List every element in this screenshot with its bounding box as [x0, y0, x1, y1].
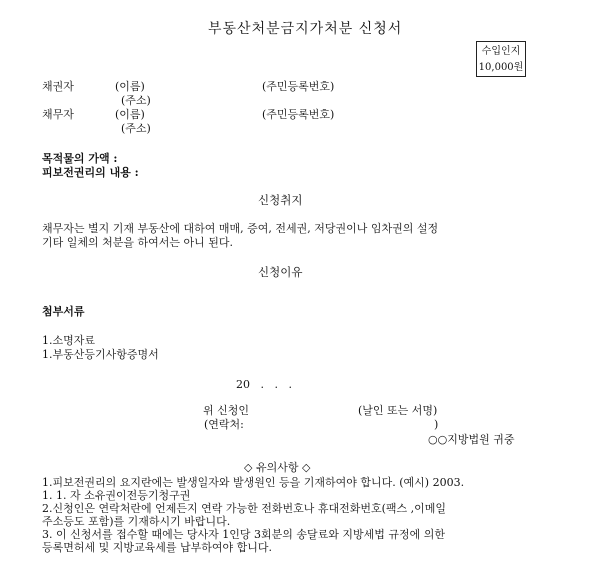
applicant-label: 위 신청인 [203, 404, 250, 417]
reason-heading: 신청이유 [258, 265, 303, 279]
purpose-line-1: 채무자는 별지 기재 부동산에 대하여 매매, 증여, 전세권, 저당권이나 임차권의 설정 [42, 222, 439, 235]
creditor-label: 채권자 [42, 80, 74, 93]
creditor-name-label: (이름) [115, 80, 145, 93]
attachment-item: 1.소명자료 [42, 334, 95, 347]
note-line: 3. 이 신청서를 접수할 때에는 당사자 1인당 3회분의 송달료와 지방세법 규정에 의한 [42, 528, 445, 541]
note-line: 1.피보전권리의 요지란에는 발생일자와 발생원인 등을 기재하여야 합니다. (예시) 2003. [42, 476, 465, 489]
court-name: ○○지방법원 귀중 [428, 433, 515, 446]
revenue-stamp-box [476, 41, 526, 77]
attachment-item: 1.부동산등기사항증명서 [42, 348, 159, 361]
debtor-label: 채무자 [42, 108, 74, 121]
debtor-id-label: (주민등록번호) [262, 108, 335, 121]
notes-heading: ◇ 유의사항 ◇ [244, 461, 311, 474]
document-title: 부동산처분금지가처분 신청서 [208, 21, 403, 37]
creditor-address-label: (주소) [121, 94, 151, 107]
stamp-label: 수입인지 [481, 46, 521, 57]
note-line: 1. 1. 자 소유권이전등기청구권 [42, 489, 191, 502]
note-line: 주소등도 포함)를 기재하시기 바랍니다. [42, 515, 231, 528]
signature-label: (날인 또는 서명) [358, 404, 438, 417]
purpose-heading: 신청취지 [258, 193, 303, 207]
debtor-address-label: (주소) [121, 122, 151, 135]
date-line: 20 . . . [236, 378, 292, 391]
contact-close: ) [434, 418, 439, 431]
stamp-amount: 10,000원 [478, 62, 524, 73]
note-line: 등록면허세 및 지방교육세를 납부하여야 합니다. [42, 541, 273, 554]
attachments-heading: 첨부서류 [42, 305, 85, 318]
creditor-id-label: (주민등록번호) [262, 80, 335, 93]
object-value-label: 목적물의 가액 : [42, 152, 118, 165]
contact-label: (연락처: [204, 418, 244, 431]
debtor-name-label: (이름) [115, 108, 145, 121]
note-line: 2.신청인은 연락처란에 언제든지 연락 가능한 전화번호나 휴대전화번호(팩스 ,이메일 [42, 502, 447, 515]
preserved-right-label: 피보전권리의 내용 : [42, 166, 139, 179]
purpose-line-2: 기타 일체의 처분을 하여서는 아니 된다. [42, 236, 233, 249]
